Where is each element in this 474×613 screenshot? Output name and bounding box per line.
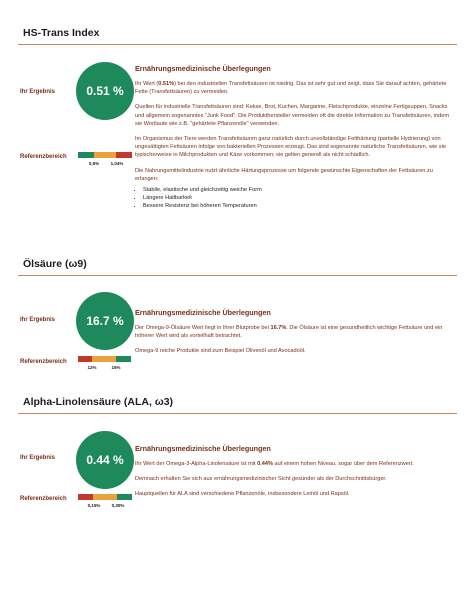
- reference-tick-high: 16%: [111, 365, 121, 370]
- result-label: Ihr Ergebnis: [20, 317, 56, 323]
- reference-tick-low: 0,15%: [87, 503, 101, 508]
- reference-bar-high: [117, 494, 132, 500]
- reference-bar-high: [116, 152, 132, 158]
- considerations-heading: Ernährungsmedizinische Überlegungen: [135, 444, 271, 453]
- section-title: Ölsäure (ω9): [23, 258, 87, 270]
- considerations-block: [135, 444, 455, 506]
- reference-label: Referenzbereich: [20, 359, 67, 365]
- paragraph: Quellen für industrielle Transfettsäuren sind: Kekse, Brot, Kuchen, Margarine, Fleischprodukte, einzelne Fertigsuppen, Snacks und allgemein sogenanntes "Junk Food". Die Produkthersteller vermeiden oft die direkte Information zu Transfettsäuren, indem sie Wortlaute wie z.B. "gehärtete Pflanzenöle" verwenden.: [135, 104, 449, 127]
- reference-bar: [78, 356, 131, 362]
- section-divider: [18, 44, 457, 45]
- considerations-block: [135, 308, 455, 363]
- reference-tick-low: 12%: [87, 365, 97, 370]
- result-value-circle: 0.51 %: [76, 62, 134, 120]
- result-value-circle: 16.7 %: [76, 292, 134, 350]
- result-value-circle: 0.44 %: [76, 431, 134, 489]
- paragraph: Hauptquellen für ALA sind verschiedene Pflanzenöle, insbesondere Leinöl und Rapsöl.: [135, 491, 350, 498]
- section-divider: [18, 275, 457, 276]
- reference-bar: [78, 494, 132, 500]
- paragraph: Die Nahrungsmittelindustrie nutzt ähnliche Härtungsprozesse um folgende gewünschte Eigenschaften der Fettsäuren zu erlangen:: [135, 167, 433, 182]
- result-label: Ihr Ergebnis: [20, 89, 56, 95]
- paragraph: Demnach erhalten Sie sich aus ernährungsmedizinischer Sicht gesünder als der Durchschnittsbürger.: [135, 476, 387, 483]
- reference-bar-low: [78, 152, 94, 158]
- reference-bar-high: [116, 356, 131, 362]
- reference-bar-mid: [93, 494, 117, 500]
- section-title: Alpha-Linolensäure (ALA, ω3): [23, 396, 174, 408]
- reference-tick-high: 0,30%: [111, 503, 125, 508]
- section-title: HS-Trans Index: [23, 27, 100, 39]
- reference-label: Referenzbereich: [20, 496, 67, 502]
- reference-tick-high: 1,04%: [110, 161, 124, 166]
- reference-bar-mid: [92, 356, 116, 362]
- list-item: • Bessere Resistenz bei höheren Temperaturen: [143, 202, 455, 210]
- paragraph: Der Omega-9-Ölsäure Wert liegt in Ihrer Blutprobe bei 16.7%. Die Ölsäure ist eine gesundheitlich wichtige Fettsäure und ein höherer Wert wird als vorteilhaft betrachtet.: [135, 325, 443, 340]
- reference-bar-mid: [94, 152, 116, 158]
- reference-bar-low: [78, 494, 93, 500]
- considerations-heading: Ernährungsmedizinische Überlegungen: [135, 64, 271, 73]
- section-divider: [18, 413, 457, 414]
- paragraph: Ihr Wert der Omega-3-Alpha-Linolensäure ist mit 0.44% auf einem hohen Niveau, sogar über dem Referenzwert.: [135, 461, 414, 467]
- reference-tick-low: 0,5%: [88, 161, 100, 166]
- result-label: Ihr Ergebnis: [20, 455, 56, 461]
- list-item: • Stabile, elastische und gleichzeitig weiche Form: [143, 186, 455, 194]
- list-item: • Längere Haltbarkeit: [143, 194, 455, 202]
- paragraph: Ihr Wert (0.51%) bei den industriellen Transfettsäuren ist niedrig. Das ist sehr gut und zeigt, dass Sie darauf achten, gehärtete Fette (Transfettsäuren) zu vermeiden.: [135, 81, 447, 96]
- paragraph: Omega-9 reiche Produkte sind zum Beispiel Olivenöl und Avocadoöl.: [135, 348, 306, 355]
- properties-list: [135, 186, 455, 210]
- reference-label: Referenzbereich: [20, 154, 67, 160]
- considerations-heading: Ernährungsmedizinische Überlegungen: [135, 308, 271, 317]
- paragraph: Im Organismus der Tiere werden Transfettsäuren ganz natürlich durch unvollständige Fetthärtung (partielle Hydrierung) von ungesättigten Fettsäuren infolge von bakteriellen Prozessen erzeugt. Das sind sogenannte natürliche Transfettsäuren, wie sie typischerweise in Milchprodukten und Käse vorkommen; sie gelten generell als nicht schädlich.: [135, 136, 446, 159]
- reference-bar-low: [78, 356, 92, 362]
- considerations-block: [135, 64, 455, 210]
- reference-bar: [78, 152, 132, 158]
